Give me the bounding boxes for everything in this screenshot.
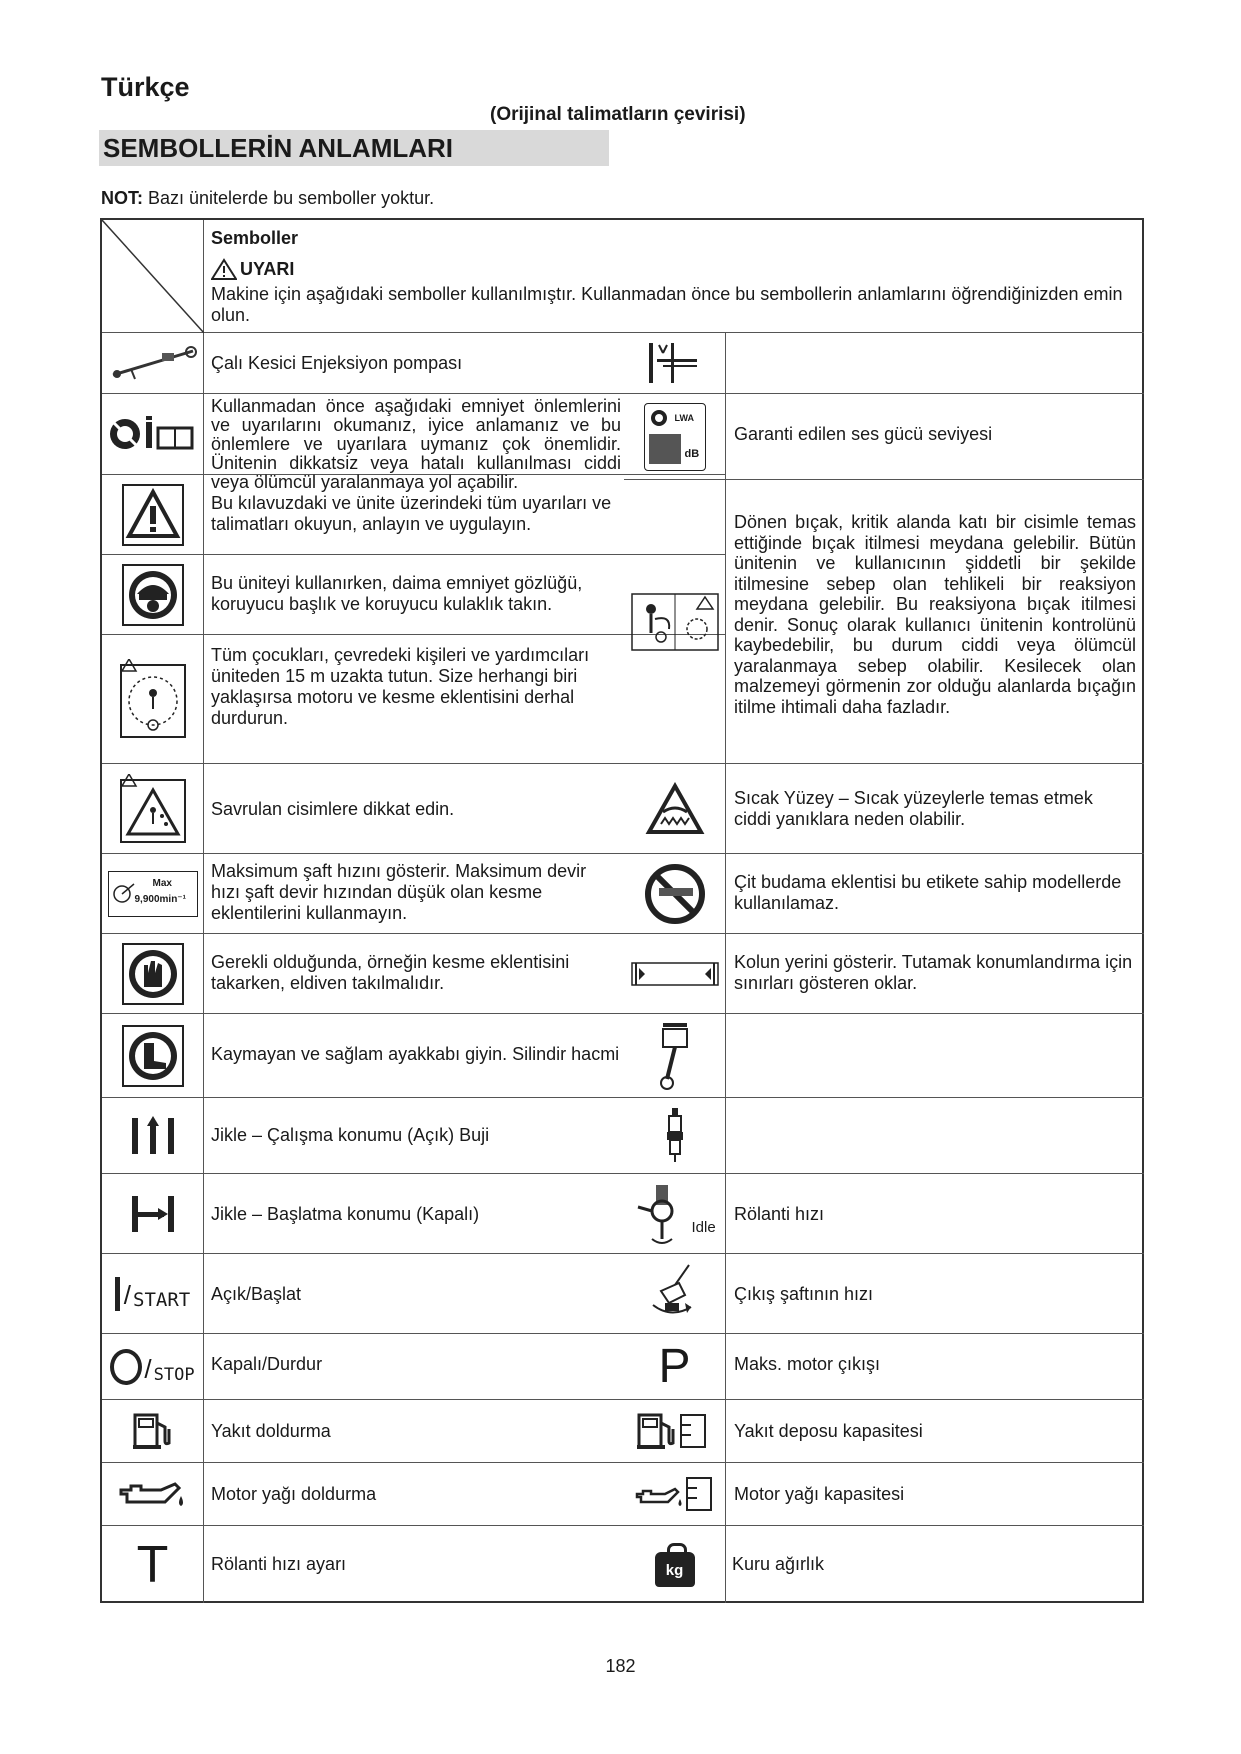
gloves-text: Gerekli olduğunda, örneğin kesme eklentisini takarken, eldiven takılmalıdır. bbox=[211, 952, 570, 993]
spark-plug-row bbox=[726, 1098, 1144, 1174]
warning-triangle-icon bbox=[102, 475, 204, 555]
thrown-objects-icon bbox=[102, 764, 204, 854]
brush-cutter-text: Çalı Kesici Enjeksiyon pompası bbox=[211, 353, 463, 373]
cylinder-icon bbox=[624, 1014, 726, 1098]
max-speed-icon bbox=[102, 854, 204, 934]
sound-power-text: Garanti edilen ses gücü seviyesi bbox=[734, 424, 993, 444]
read-manual-text: Kullanmadan önce aşağıdaki emniyet önlemlerini ve uyarılarını okumanız, iyice anlamanız ve bu önlemlere ve uyarılara uymanız çok önemlidir. Ünitenin dikkatsiz veya hatalı kullanılması ciddi veya ölümcül yaralanmaya yol açabilir. bbox=[211, 396, 621, 492]
weight-label: kg bbox=[655, 1552, 695, 1587]
idle-speed-row bbox=[726, 1174, 1144, 1254]
spark-plug-icon bbox=[624, 1098, 726, 1174]
sound-power-unit: dB bbox=[684, 447, 700, 460]
oil-capacity-row bbox=[726, 1463, 1144, 1526]
cylinder-row bbox=[726, 1014, 1144, 1098]
note-text: Bazı ünitelerde bu semboller yoktur. bbox=[143, 188, 435, 208]
intro-title: Semboller bbox=[211, 228, 299, 248]
protective-gear-text: Bu üniteyi kullanırken, daima emniyet gözlüğü, koruyucu başlık ve koruyucu kulaklık takın. bbox=[211, 573, 583, 614]
idle-label: Idle bbox=[691, 1218, 716, 1236]
diagonal-cell bbox=[102, 220, 204, 333]
idle-speed-text: Rölanti hızı bbox=[734, 1204, 825, 1224]
brush-cutter-icon bbox=[102, 333, 204, 394]
oil-capacity-text: Motor yağı kapasitesi bbox=[734, 1484, 905, 1504]
page-subtitle: (Orijinal talimatların çevirisi) bbox=[490, 104, 746, 125]
warning-text: Bu kılavuzdaki ve ünite üzerindeki tüm uyarıları ve talimatları okuyun, anlayın ve uygulayın. bbox=[211, 493, 612, 534]
hot-surface-icon bbox=[624, 764, 726, 854]
keep-distance-text: Tüm çocukları, çevredeki kişileri ve yardımcıları üniteden 15 m uzakta tutun. Size herhangi biri yaklaşırsa motoru ve kesme eklentisini derhal durdurun. bbox=[211, 645, 590, 728]
page-number: 182 bbox=[605, 1656, 636, 1676]
output-shaft-row bbox=[726, 1254, 1144, 1334]
no-hedge-trimmer-icon bbox=[624, 854, 726, 934]
sound-power-icon bbox=[624, 394, 726, 480]
kickback-row bbox=[726, 480, 1144, 764]
max-power-text: Maks. motor çıkışı bbox=[734, 1354, 881, 1374]
start-icon: / START bbox=[102, 1254, 204, 1334]
section-title: SEMBOLLERİN ANLAMLARI bbox=[99, 130, 609, 166]
fuel-icon bbox=[102, 1400, 204, 1463]
idle-adjust-icon bbox=[102, 1526, 204, 1603]
max-power-icon bbox=[624, 1334, 726, 1400]
start-text: Açık/Başlat bbox=[211, 1284, 302, 1304]
kickback-text: Dönen bıçak, kritik alanda katı bir cisimle temas ettiğinde bıçak itilmesi meydana gelebilir. Bütün ünitenin ve kullanıcının şiddetli bir şekilde itilmesine sebep olan tehlikeli bir reaksiyon meydana gelebilir. Bu reaksiyona bıçak itilmesi denir. Sonuç olarak kullanıcı ünitenin kontrolünü kaybedebilir, bu durum ciddi veya ölümcül yaralanmaya sebep olabilir. Kesilecek olan malzemeyi görmenin zor olduğu alanlarda bıçağın itilme ihtimali daha fazladır. bbox=[734, 512, 1136, 717]
fuel-tank-icon bbox=[624, 1400, 726, 1463]
output-shaft-text: Çıkış şaftının hızı bbox=[734, 1284, 874, 1304]
intro-warning bbox=[211, 258, 294, 280]
kickback-icon bbox=[624, 480, 726, 764]
symbols-table bbox=[100, 218, 1144, 1603]
start-label: START bbox=[133, 1288, 191, 1311]
max-speed-label: Max bbox=[152, 877, 172, 889]
no-hedge-trimmer-text: Çit budama eklentisi bu etikete sahip modellerde kullanılamaz. bbox=[734, 872, 1122, 913]
choke-start-icon bbox=[102, 1174, 204, 1254]
hot-surface-row bbox=[726, 764, 1144, 854]
intro-text: Makine için aşağıdaki semboller kullanılmıştır. Kullanmadan önce bu sembollerin anlamlarını öğrendiğinizden emin olun. bbox=[211, 284, 1123, 325]
oil-capacity-icon bbox=[624, 1463, 726, 1526]
fuel-tank-row bbox=[726, 1400, 1144, 1463]
sound-power-label: LWA bbox=[674, 412, 694, 423]
max-power-row bbox=[726, 1334, 1144, 1400]
keep-distance-icon bbox=[102, 635, 204, 764]
weight-text: Kuru ağırlık bbox=[732, 1554, 825, 1574]
max-speed-text: Maksimum şaft hızını gösterir. Maksimum devir hızı şaft devir hızından düşük olan kesme eklentilerini kullanmayın. bbox=[211, 861, 587, 923]
max-speed-value: 9,900min⁻¹ bbox=[134, 893, 186, 905]
injection-pump-icon bbox=[624, 333, 726, 394]
warning-triangle-small-icon bbox=[211, 258, 237, 280]
weight-row bbox=[726, 1526, 1144, 1603]
thrown-objects-text: Savrulan cisimlere dikkat edin. bbox=[211, 799, 455, 819]
no-hedge-trimmer-row bbox=[726, 854, 1144, 934]
note-label: NOT: bbox=[101, 188, 143, 208]
fuel-tank-text: Yakıt deposu kapasitesi bbox=[734, 1421, 923, 1441]
weight-icon bbox=[624, 1526, 726, 1603]
choke-run-icon bbox=[102, 1098, 204, 1174]
output-shaft-icon bbox=[624, 1254, 726, 1334]
stop-label: STOP bbox=[153, 1364, 195, 1385]
fuel-text: Yakıt doldurma bbox=[211, 1421, 331, 1441]
intro-cell bbox=[204, 220, 1144, 333]
handle-position-icon bbox=[624, 934, 726, 1014]
choke-start-text: Jikle – Başlatma konumu (Kapalı) bbox=[211, 1204, 480, 1224]
stop-icon: / STOP bbox=[102, 1334, 204, 1400]
max-power-label: P bbox=[658, 1340, 691, 1393]
page-language: Türkçe bbox=[101, 72, 190, 102]
hot-surface-text: Sıcak Yüzey – Sıcak yüzeylerle temas etmek ciddi yanıklara neden olabilir. bbox=[734, 788, 1093, 829]
note bbox=[101, 188, 434, 209]
protective-gear-icon bbox=[102, 555, 204, 635]
intro-warning-label: UYARI bbox=[240, 258, 295, 279]
idle-adjust-text: Rölanti hızı ayarı bbox=[211, 1554, 347, 1574]
read-manual-icon bbox=[102, 394, 204, 475]
oil-icon bbox=[102, 1463, 204, 1526]
boots-text: Kaymayan ve sağlam ayakkabı giyin. Silindir hacmi bbox=[211, 1044, 620, 1064]
sound-power-row bbox=[726, 394, 1144, 480]
stop-text: Kapalı/Durdur bbox=[211, 1354, 323, 1374]
injection-pump-row bbox=[726, 333, 1144, 394]
oil-text: Motor yağı doldurma bbox=[211, 1484, 377, 1504]
choke-run-text: Jikle – Çalışma konumu (Açık) Buji bbox=[211, 1125, 490, 1145]
gloves-icon bbox=[102, 934, 204, 1014]
handle-position-row bbox=[726, 934, 1144, 1014]
idle-speed-icon bbox=[624, 1174, 726, 1254]
idle-adjust-label: T bbox=[136, 1535, 169, 1594]
handle-position-text: Kolun yerini gösterir. Tutamak konumlandırma için sınırları gösteren oklar. bbox=[734, 952, 1133, 993]
boots-icon bbox=[102, 1014, 204, 1098]
